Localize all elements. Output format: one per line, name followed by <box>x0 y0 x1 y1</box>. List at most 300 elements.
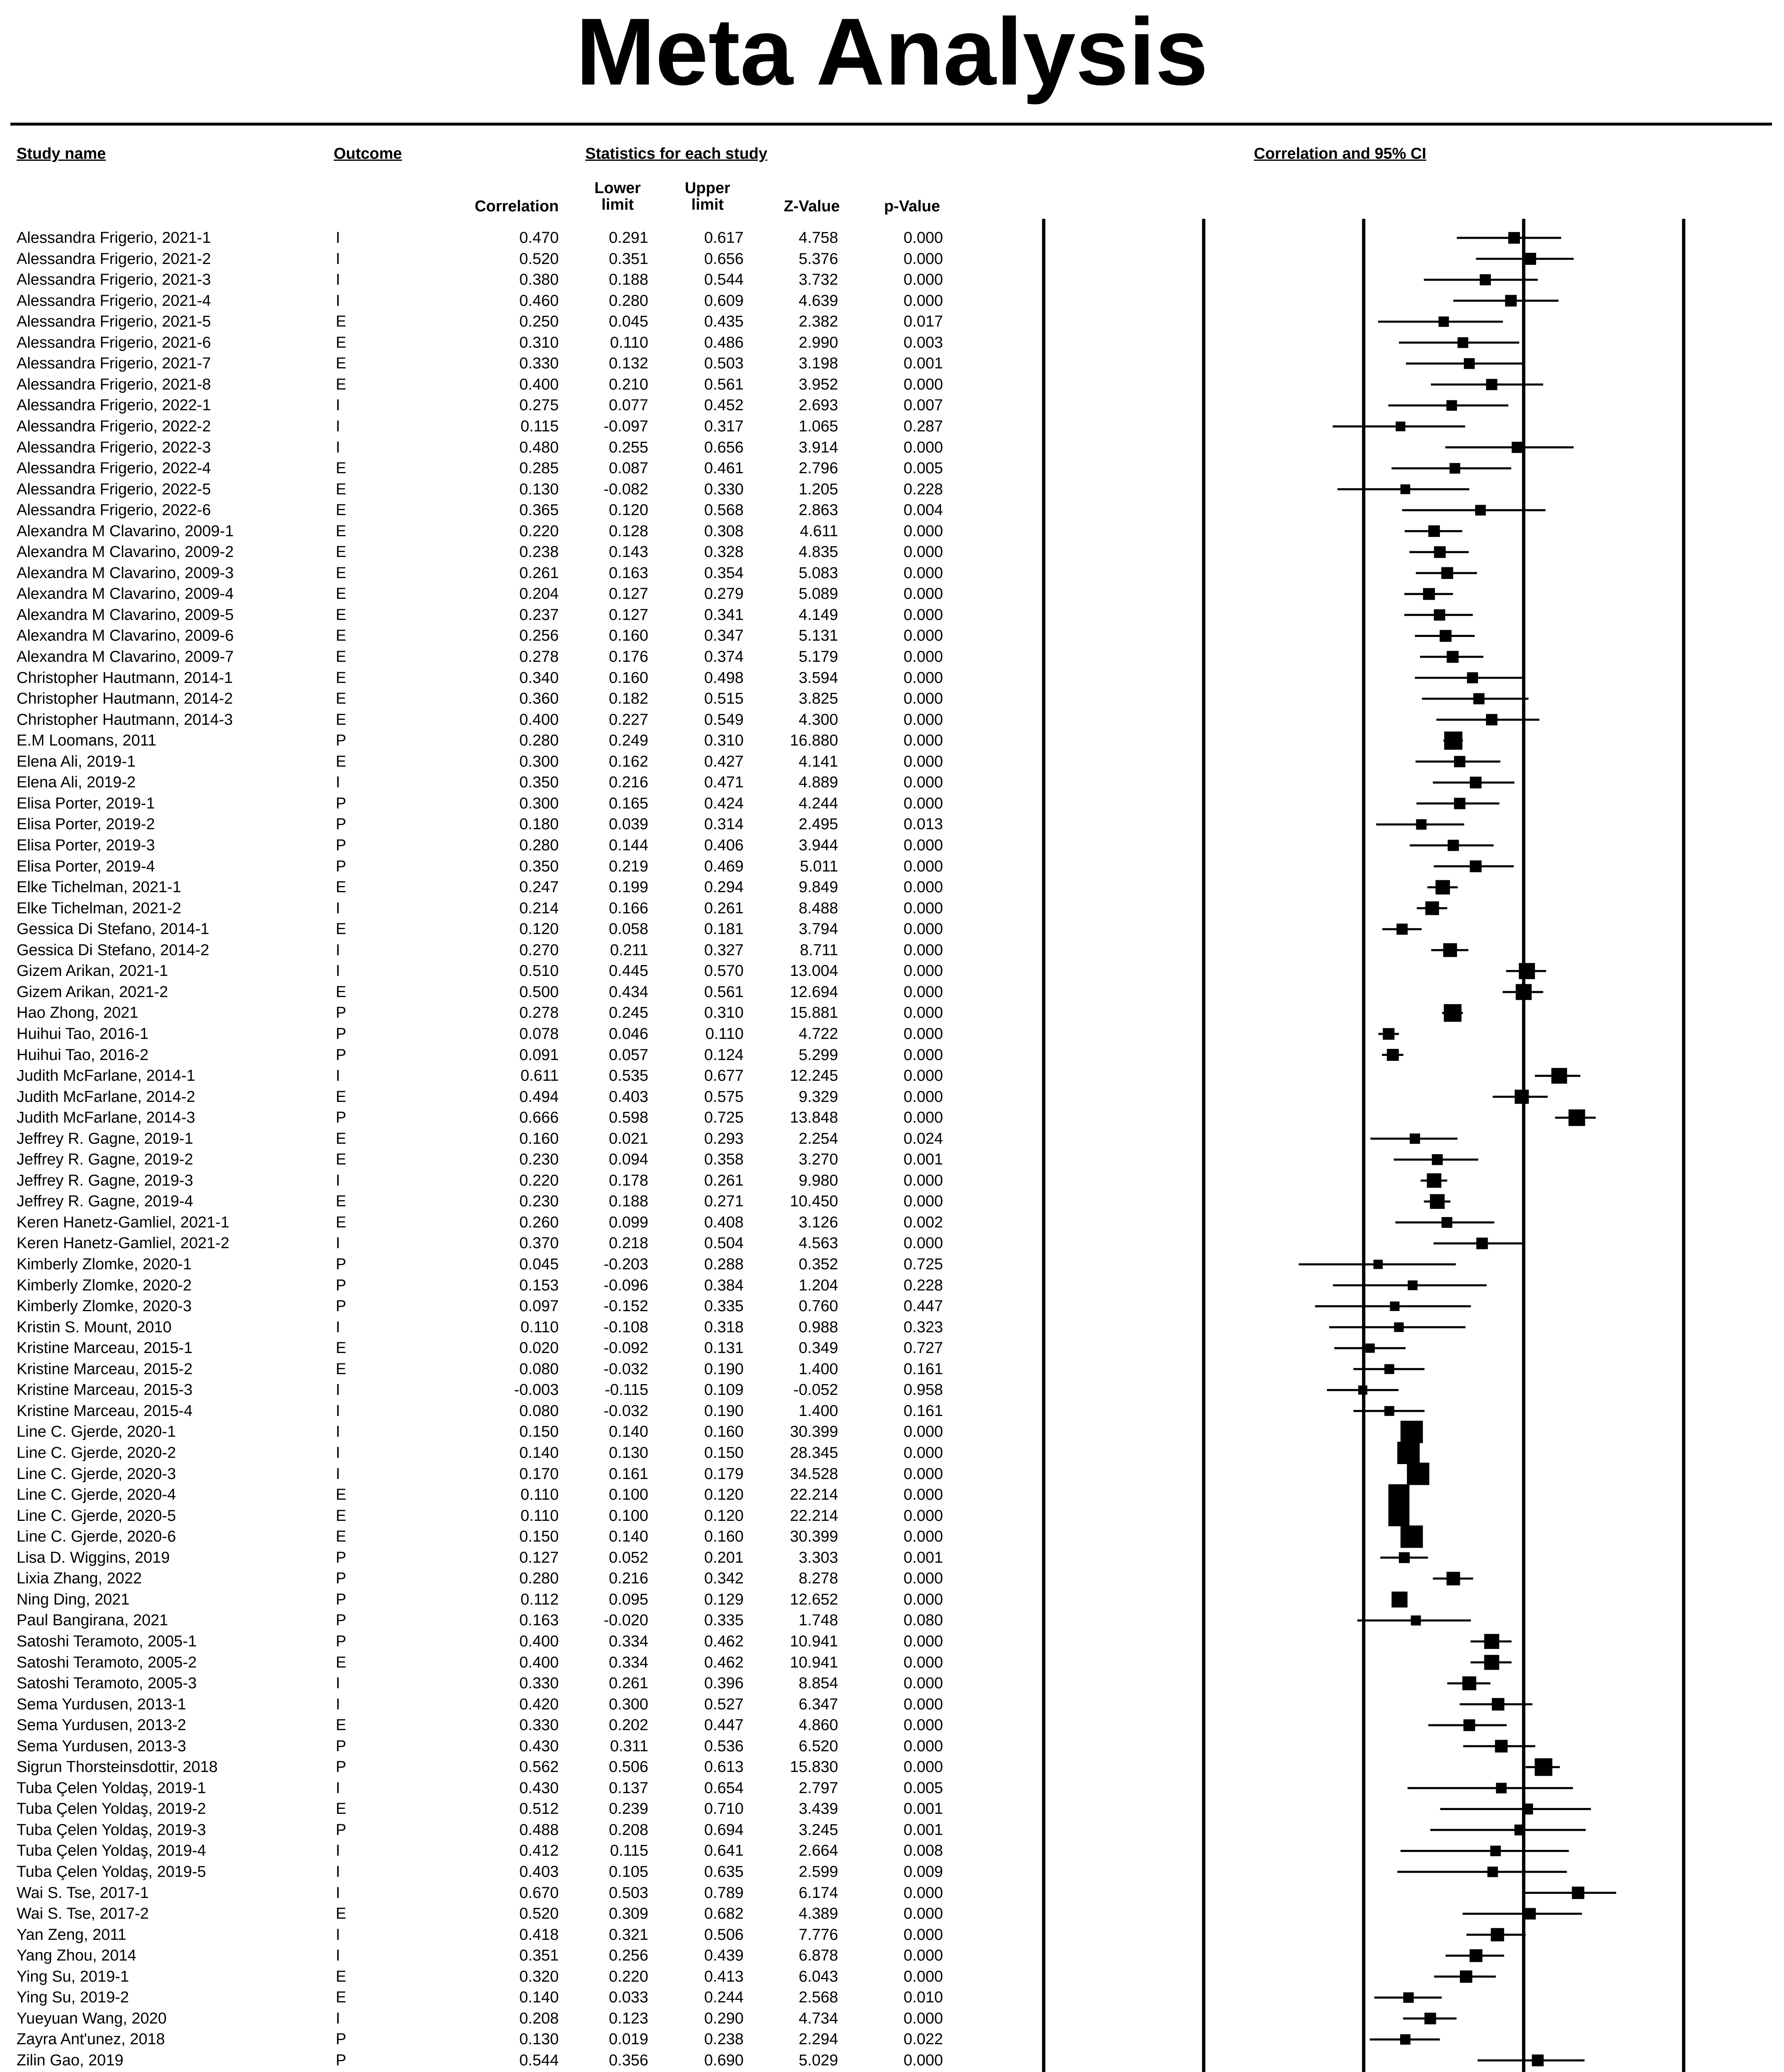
upper-limit-cell: 0.452 <box>704 397 744 414</box>
p-value-cell: 0.000 <box>903 1465 943 1483</box>
lower-limit-cell: 0.161 <box>608 1465 648 1483</box>
z-value-cell: 3.198 <box>798 355 838 373</box>
outcome-cell: I <box>336 774 340 792</box>
z-value-cell: 2.294 <box>798 2031 838 2048</box>
outcome-cell: E <box>336 543 347 561</box>
lower-limit-cell: -0.115 <box>605 1381 648 1399</box>
p-value-cell: 0.000 <box>903 2009 943 2027</box>
outcome-cell: E <box>336 564 347 582</box>
correlation-cell: 0.310 <box>519 334 559 351</box>
study-name-cell: Elena Ali, 2019-1 <box>17 753 136 770</box>
point-estimate <box>1427 1173 1441 1188</box>
correlation-cell: 0.280 <box>519 837 559 854</box>
study-name-cell: Elisa Porter, 2019-4 <box>17 857 155 875</box>
z-value-cell: 4.611 <box>800 522 838 540</box>
upper-limit-cell: 0.635 <box>704 1863 744 1881</box>
point-estimate <box>1515 1090 1529 1104</box>
point-estimate <box>1512 442 1523 453</box>
lower-limit-cell: 0.100 <box>608 1486 648 1504</box>
study-name-cell: Keren Hanetz-Gamliel, 2021-1 <box>17 1213 230 1231</box>
correlation-cell: 0.220 <box>519 1172 559 1189</box>
z-value-cell: 7.776 <box>798 1926 838 1944</box>
z-value-cell: 4.300 <box>798 711 838 729</box>
lower-limit-cell: 0.239 <box>608 1800 648 1818</box>
outcome-cell: I <box>336 1067 340 1085</box>
outcome-cell: I <box>336 1884 340 1902</box>
outcome-cell: I <box>336 1465 340 1483</box>
point-estimate <box>1450 463 1460 474</box>
study-name-cell: Ying Su, 2019-1 <box>17 1968 129 1985</box>
p-value-cell: 0.000 <box>903 543 943 561</box>
upper-limit-cell: 0.347 <box>704 627 744 645</box>
study-name-cell: Sigrun Thorsteinsdottir, 2018 <box>17 1758 218 1776</box>
upper-limit-cell: 0.279 <box>704 585 744 603</box>
upper-limit-cell: 0.179 <box>704 1465 744 1483</box>
lower-limit-cell: 0.127 <box>608 606 648 624</box>
correlation-cell: 0.350 <box>519 774 559 792</box>
study-name-cell: Line C. Gjerde, 2020-5 <box>17 1507 176 1525</box>
z-value-cell: 1.204 <box>798 1276 838 1294</box>
lower-limit-cell: 0.057 <box>608 1046 648 1064</box>
correlation-cell: 0.275 <box>519 397 559 414</box>
upper-limit-cell: 0.461 <box>704 460 744 477</box>
correlation-cell: 0.520 <box>519 250 559 268</box>
point-estimate <box>1470 860 1482 872</box>
point-estimate <box>1487 1866 1498 1877</box>
correlation-cell: 0.020 <box>519 1339 559 1357</box>
point-estimate <box>1411 1615 1421 1625</box>
point-estimate <box>1403 1992 1413 2003</box>
study-name-cell: Elke Tichelman, 2021-2 <box>17 899 182 917</box>
study-name-cell: Alessandra Frigerio, 2022-5 <box>17 480 211 498</box>
p-value-cell: 0.161 <box>903 1360 943 1378</box>
outcome-cell: P <box>336 816 347 833</box>
lower-limit-cell: 0.506 <box>608 1758 648 1776</box>
point-estimate <box>1442 1217 1452 1228</box>
p-value-cell: 0.000 <box>903 375 943 393</box>
outcome-cell: P <box>336 2052 347 2069</box>
point-estimate <box>1410 1133 1420 1144</box>
point-estimate <box>1515 1825 1525 1835</box>
study-name-cell: Jeffrey R. Gagne, 2019-1 <box>17 1130 193 1147</box>
lower-limit-cell: 0.211 <box>610 941 648 959</box>
outcome-cell: E <box>336 1088 347 1106</box>
point-estimate <box>1416 819 1426 830</box>
point-estimate <box>1444 731 1462 750</box>
correlation-cell: 0.237 <box>519 606 559 624</box>
header-study-name: Study name <box>17 145 106 162</box>
lower-limit-cell: 0.188 <box>608 1193 648 1210</box>
outcome-cell: E <box>336 1528 347 1546</box>
study-name-cell: Kimberly Zlomke, 2020-2 <box>17 1276 192 1294</box>
lower-limit-cell: 0.216 <box>608 774 648 792</box>
p-value-cell: 0.958 <box>903 1381 943 1399</box>
point-estimate <box>1383 1028 1394 1040</box>
study-name-cell: Alessandra Frigerio, 2021-7 <box>17 355 211 373</box>
z-value-cell: 2.495 <box>798 816 838 833</box>
z-value-cell: 2.863 <box>798 501 838 519</box>
upper-limit-cell: 0.486 <box>704 334 744 351</box>
z-value-cell: 22.214 <box>790 1507 838 1525</box>
lower-limit-cell: 0.132 <box>608 355 648 373</box>
p-value-cell: 0.000 <box>903 1423 943 1441</box>
correlation-cell: 0.380 <box>519 271 559 289</box>
z-value-cell: 0.352 <box>798 1256 838 1273</box>
study-name-cell: Gessica Di Stefano, 2014-1 <box>17 920 209 938</box>
z-value-cell: 1.400 <box>798 1360 838 1378</box>
lower-limit-cell: 0.176 <box>608 648 648 666</box>
outcome-cell: E <box>336 753 347 770</box>
study-name-cell: Line C. Gjerde, 2020-2 <box>17 1444 176 1462</box>
upper-limit-cell: 0.682 <box>704 1905 744 1923</box>
point-estimate <box>1551 1068 1567 1084</box>
p-value-cell: 0.000 <box>903 564 943 582</box>
upper-limit-cell: 0.288 <box>704 1256 744 1273</box>
upper-limit-cell: 0.527 <box>704 1695 744 1713</box>
z-value-cell: 4.860 <box>798 1716 838 1734</box>
p-value-cell: 0.000 <box>903 438 943 456</box>
z-value-cell: 12.694 <box>790 983 838 1001</box>
study-name-cell: Judith McFarlane, 2014-1 <box>17 1067 195 1085</box>
upper-limit-cell: 0.575 <box>704 1088 744 1106</box>
col-p-value: p-Value <box>884 198 940 215</box>
study-name-cell: Alessandra Frigerio, 2022-3 <box>17 438 211 456</box>
correlation-cell: 0.350 <box>519 857 559 875</box>
correlation-cell: 0.330 <box>519 1675 559 1692</box>
study-name-cell: E.M Loomans, 2011 <box>17 732 157 750</box>
z-value-cell: 2.796 <box>798 460 838 477</box>
upper-limit-cell: 0.568 <box>704 501 744 519</box>
col-upper-line-2: limit <box>691 196 724 213</box>
header-ci: Correlation and 95% CI <box>1254 145 1426 162</box>
outcome-cell: P <box>336 1025 347 1043</box>
p-value-cell: 0.000 <box>903 1884 943 1902</box>
upper-limit-cell: 0.181 <box>704 920 744 938</box>
z-value-cell: 5.011 <box>800 857 838 875</box>
outcome-cell: E <box>336 1360 347 1378</box>
lower-limit-cell: 0.216 <box>608 1570 648 1588</box>
lower-limit-cell: 0.039 <box>608 816 648 833</box>
point-estimate <box>1476 1238 1488 1249</box>
correlation-cell: 0.280 <box>519 732 559 750</box>
upper-limit-cell: 0.447 <box>704 1716 744 1734</box>
point-estimate <box>1399 1552 1410 1563</box>
z-value-cell: 2.382 <box>798 313 838 331</box>
z-value-cell: 16.880 <box>790 732 838 750</box>
p-value-cell: 0.000 <box>903 1905 943 1923</box>
correlation-cell: 0.520 <box>519 1905 559 1923</box>
point-estimate <box>1467 672 1478 683</box>
z-value-cell: 4.734 <box>798 2009 838 2027</box>
upper-limit-cell: 0.656 <box>704 250 744 268</box>
study-name-cell: Christopher Hautmann, 2014-2 <box>17 690 233 708</box>
point-estimate <box>1388 1505 1409 1526</box>
correlation-cell: 0.091 <box>519 1046 559 1064</box>
correlation-cell: 0.360 <box>519 690 559 708</box>
z-value-cell: 3.270 <box>798 1151 838 1169</box>
correlation-cell: 0.080 <box>519 1402 559 1420</box>
point-estimate <box>1522 1803 1533 1814</box>
upper-limit-cell: 0.110 <box>705 1025 744 1043</box>
p-value-cell: 0.000 <box>903 1675 943 1692</box>
upper-limit-cell: 0.335 <box>704 1612 744 1629</box>
correlation-cell: 0.238 <box>519 543 559 561</box>
study-name-cell: Christopher Hautmann, 2014-1 <box>17 669 233 687</box>
lower-limit-cell: 0.120 <box>608 501 648 519</box>
point-estimate <box>1397 1442 1420 1464</box>
point-estimate <box>1495 1740 1508 1752</box>
lower-limit-cell: 0.052 <box>608 1549 648 1566</box>
z-value-cell: 5.299 <box>798 1046 838 1064</box>
upper-limit-cell: 0.271 <box>704 1193 744 1210</box>
outcome-cell: E <box>336 1339 347 1357</box>
lower-limit-cell: 0.099 <box>608 1213 648 1231</box>
correlation-cell: 0.278 <box>519 648 559 666</box>
point-estimate <box>1454 798 1466 809</box>
upper-limit-cell: 0.120 <box>704 1507 744 1525</box>
p-value-cell: 0.000 <box>903 1737 943 1755</box>
lower-limit-cell: 0.208 <box>608 1821 648 1839</box>
point-estimate <box>1432 1154 1442 1165</box>
p-value-cell: 0.013 <box>903 816 943 833</box>
study-name-cell: Kristine Marceau, 2015-2 <box>17 1360 193 1378</box>
correlation-cell: 0.666 <box>519 1109 559 1127</box>
upper-limit-cell: 0.725 <box>704 1109 744 1127</box>
study-name-cell: Elisa Porter, 2019-3 <box>17 837 155 854</box>
lower-limit-cell: 0.021 <box>608 1130 648 1147</box>
upper-limit-cell: 0.314 <box>704 816 744 833</box>
point-estimate <box>1448 840 1459 851</box>
outcome-cell: I <box>336 899 340 917</box>
outcome-cell: E <box>336 355 347 373</box>
study-name-cell: Line C. Gjerde, 2020-6 <box>17 1528 176 1546</box>
correlation-cell: 0.208 <box>519 2009 559 2027</box>
p-value-cell: 0.000 <box>903 941 943 959</box>
outcome-cell: I <box>336 1695 340 1713</box>
study-name-cell: Kimberly Zlomke, 2020-3 <box>17 1297 192 1315</box>
lower-limit-cell: 0.105 <box>608 1863 648 1881</box>
z-value-cell: 6.043 <box>798 1968 838 1985</box>
outcome-cell: I <box>336 1926 340 1944</box>
upper-limit-cell: 0.190 <box>704 1360 744 1378</box>
upper-limit-cell: 0.536 <box>704 1737 744 1755</box>
p-value-cell: 0.000 <box>903 669 943 687</box>
outcome-cell: E <box>336 1130 347 1147</box>
lower-limit-cell: 0.356 <box>608 2052 648 2069</box>
correlation-cell: 0.320 <box>519 1968 559 1985</box>
p-value-cell: 0.000 <box>903 1632 943 1650</box>
col-lower-line-1: Lower <box>594 179 641 197</box>
p-value-cell: 0.000 <box>903 1758 943 1776</box>
p-value-cell: 0.007 <box>903 397 943 414</box>
study-name-cell: Jeffrey R. Gagne, 2019-3 <box>17 1172 193 1189</box>
study-name-cell: Tuba Çelen Yoldaş, 2019-1 <box>17 1779 206 1797</box>
outcome-cell: P <box>336 1758 347 1776</box>
point-estimate <box>1434 546 1446 558</box>
outcome-cell: E <box>336 313 347 331</box>
correlation-cell: 0.400 <box>519 1632 559 1650</box>
correlation-cell: 0.140 <box>519 1989 559 2007</box>
outcome-cell: I <box>336 1318 340 1336</box>
lower-limit-cell: 0.202 <box>608 1716 648 1734</box>
lower-limit-cell: -0.096 <box>604 1276 648 1294</box>
z-value-cell: 3.952 <box>798 375 838 393</box>
correlation-cell: -0.003 <box>514 1381 559 1399</box>
z-value-cell: 2.599 <box>798 1863 838 1881</box>
correlation-cell: 0.430 <box>519 1779 559 1797</box>
upper-limit-cell: 0.617 <box>704 229 744 247</box>
correlation-cell: 0.110 <box>520 1318 559 1336</box>
study-name-cell: Jeffrey R. Gagne, 2019-4 <box>17 1193 193 1210</box>
upper-limit-cell: 0.328 <box>704 543 744 561</box>
upper-limit-cell: 0.503 <box>704 355 744 373</box>
z-value-cell: 9.329 <box>798 1088 838 1106</box>
outcome-cell: E <box>336 711 347 729</box>
point-estimate <box>1473 693 1484 704</box>
col-upper-line-1: Upper <box>685 179 730 197</box>
p-value-cell: 0.000 <box>903 648 943 666</box>
outcome-cell: E <box>336 1193 347 1210</box>
study-name-cell: Sema Yurdusen, 2013-1 <box>17 1695 187 1713</box>
p-value-cell: 0.000 <box>903 1570 943 1588</box>
outcome-cell: E <box>336 480 347 498</box>
outcome-cell: E <box>336 460 347 477</box>
outcome-cell: P <box>336 1590 347 1608</box>
p-value-cell: 0.000 <box>903 879 943 896</box>
outcome-cell: E <box>336 522 347 540</box>
study-name-cell: Gizem Arikan, 2021-2 <box>17 983 168 1001</box>
p-value-cell: 0.001 <box>903 1151 943 1169</box>
study-name-cell: Yan Zeng, 2011 <box>17 1926 126 1944</box>
z-value-cell: 3.732 <box>798 271 838 289</box>
p-value-cell: 0.000 <box>903 522 943 540</box>
point-estimate <box>1470 777 1481 788</box>
upper-limit-cell: 0.549 <box>704 711 744 729</box>
point-estimate <box>1401 1525 1423 1548</box>
lower-limit-cell: 0.115 <box>610 1842 648 1860</box>
study-name-cell: Kristine Marceau, 2015-1 <box>17 1339 193 1357</box>
study-name-cell: Lisa D. Wiggins, 2019 <box>17 1549 170 1566</box>
p-value-cell: 0.008 <box>903 1842 943 1860</box>
point-estimate <box>1358 1385 1367 1394</box>
z-value-cell: 2.664 <box>798 1842 838 1860</box>
correlation-cell: 0.494 <box>519 1088 559 1106</box>
outcome-cell: E <box>336 1989 347 2007</box>
upper-limit-cell: 0.471 <box>704 774 744 792</box>
point-estimate <box>1486 379 1497 390</box>
lower-limit-cell: 0.503 <box>608 1884 648 1902</box>
study-name-cell: Satoshi Teramoto, 2005-1 <box>17 1632 197 1650</box>
p-value-cell: 0.000 <box>903 837 943 854</box>
correlation-cell: 0.110 <box>520 1486 559 1504</box>
lower-limit-cell: 0.162 <box>608 753 648 770</box>
outcome-cell: E <box>336 501 347 519</box>
study-name-cell: Alessandra Frigerio, 2021-5 <box>17 313 211 331</box>
z-value-cell: 0.349 <box>798 1339 838 1357</box>
outcome-cell: I <box>336 2009 340 2027</box>
study-name-cell: Alessandra Frigerio, 2022-4 <box>17 460 211 477</box>
study-name-cell: Elena Ali, 2019-2 <box>17 774 136 792</box>
study-name-cell: Lixia Zhang, 2022 <box>17 1570 142 1588</box>
lower-limit-cell: 0.598 <box>608 1109 648 1127</box>
col-lower-line-2: limit <box>601 196 634 213</box>
z-value-cell: 5.179 <box>798 648 838 666</box>
lower-limit-cell: 0.218 <box>608 1234 648 1252</box>
lower-limit-cell: 0.535 <box>608 1067 648 1085</box>
correlation-cell: 0.330 <box>519 355 559 373</box>
z-value-cell: 4.722 <box>798 1025 838 1043</box>
point-estimate <box>1396 421 1405 431</box>
point-estimate <box>1447 651 1459 663</box>
upper-limit-cell: 0.131 <box>704 1339 744 1357</box>
p-value-cell: 0.010 <box>903 1989 943 2007</box>
correlation-cell: 0.220 <box>519 522 559 540</box>
p-value-cell: 0.000 <box>903 585 943 603</box>
z-value-cell: 3.825 <box>798 690 838 708</box>
outcome-cell: P <box>336 1549 347 1566</box>
upper-limit-cell: 0.120 <box>704 1486 744 1504</box>
study-name-cell: Kimberly Zlomke, 2020-1 <box>17 1256 192 1273</box>
point-estimate <box>1440 630 1452 642</box>
p-value-cell: 0.000 <box>903 606 943 624</box>
p-value-cell: 0.024 <box>903 1130 943 1147</box>
z-value-cell: 28.345 <box>790 1444 838 1462</box>
correlation-cell: 0.330 <box>519 1716 559 1734</box>
p-value-cell: 0.000 <box>903 250 943 268</box>
lower-limit-cell: 0.245 <box>608 1004 648 1022</box>
study-name-cell: Tuba Çelen Yoldaş, 2019-2 <box>17 1800 206 1818</box>
p-value-cell: 0.000 <box>903 732 943 750</box>
lower-limit-cell: 0.045 <box>608 313 648 331</box>
p-value-cell: 0.000 <box>903 1507 943 1525</box>
upper-limit-cell: 0.358 <box>704 1151 744 1169</box>
point-estimate <box>1365 1343 1374 1353</box>
z-value-cell: 2.990 <box>798 334 838 351</box>
p-value-cell: 0.000 <box>903 1926 943 1944</box>
correlation-cell: 0.127 <box>519 1549 559 1566</box>
p-value-cell: 0.000 <box>903 1716 943 1734</box>
lower-limit-cell: 0.127 <box>608 585 648 603</box>
study-name-cell: Yang Zhou, 2014 <box>17 1947 136 1965</box>
outcome-cell: I <box>336 1402 340 1420</box>
z-value-cell: 5.029 <box>798 2052 838 2069</box>
point-estimate <box>1425 901 1439 915</box>
correlation-cell: 0.130 <box>519 2031 559 2048</box>
outcome-cell: E <box>336 1800 347 1818</box>
correlation-cell: 0.120 <box>519 920 559 938</box>
upper-limit-cell: 0.656 <box>704 438 744 456</box>
point-estimate <box>1438 317 1449 327</box>
study-name-cell: Alessandra Frigerio, 2021-1 <box>17 229 211 247</box>
point-estimate <box>1447 400 1457 411</box>
z-value-cell: 0.760 <box>798 1297 838 1315</box>
correlation-cell: 0.140 <box>519 1444 559 1462</box>
lower-limit-cell: 0.261 <box>608 1675 648 1692</box>
upper-limit-cell: 0.544 <box>704 271 744 289</box>
point-estimate <box>1384 1406 1394 1416</box>
lower-limit-cell: 0.199 <box>608 879 648 896</box>
lower-limit-cell: 0.434 <box>608 983 648 1001</box>
point-estimate <box>1394 1322 1403 1332</box>
correlation-cell: 0.270 <box>519 941 559 959</box>
upper-limit-cell: 0.654 <box>704 1779 744 1797</box>
p-value-cell: 0.002 <box>903 1213 943 1231</box>
outcome-cell: I <box>336 1779 340 1797</box>
p-value-cell: 0.000 <box>903 2052 943 2069</box>
correlation-cell: 0.045 <box>519 1256 559 1273</box>
study-name-cell: Huihui Tao, 2016-2 <box>17 1046 149 1064</box>
lower-limit-cell: 0.144 <box>608 837 648 854</box>
